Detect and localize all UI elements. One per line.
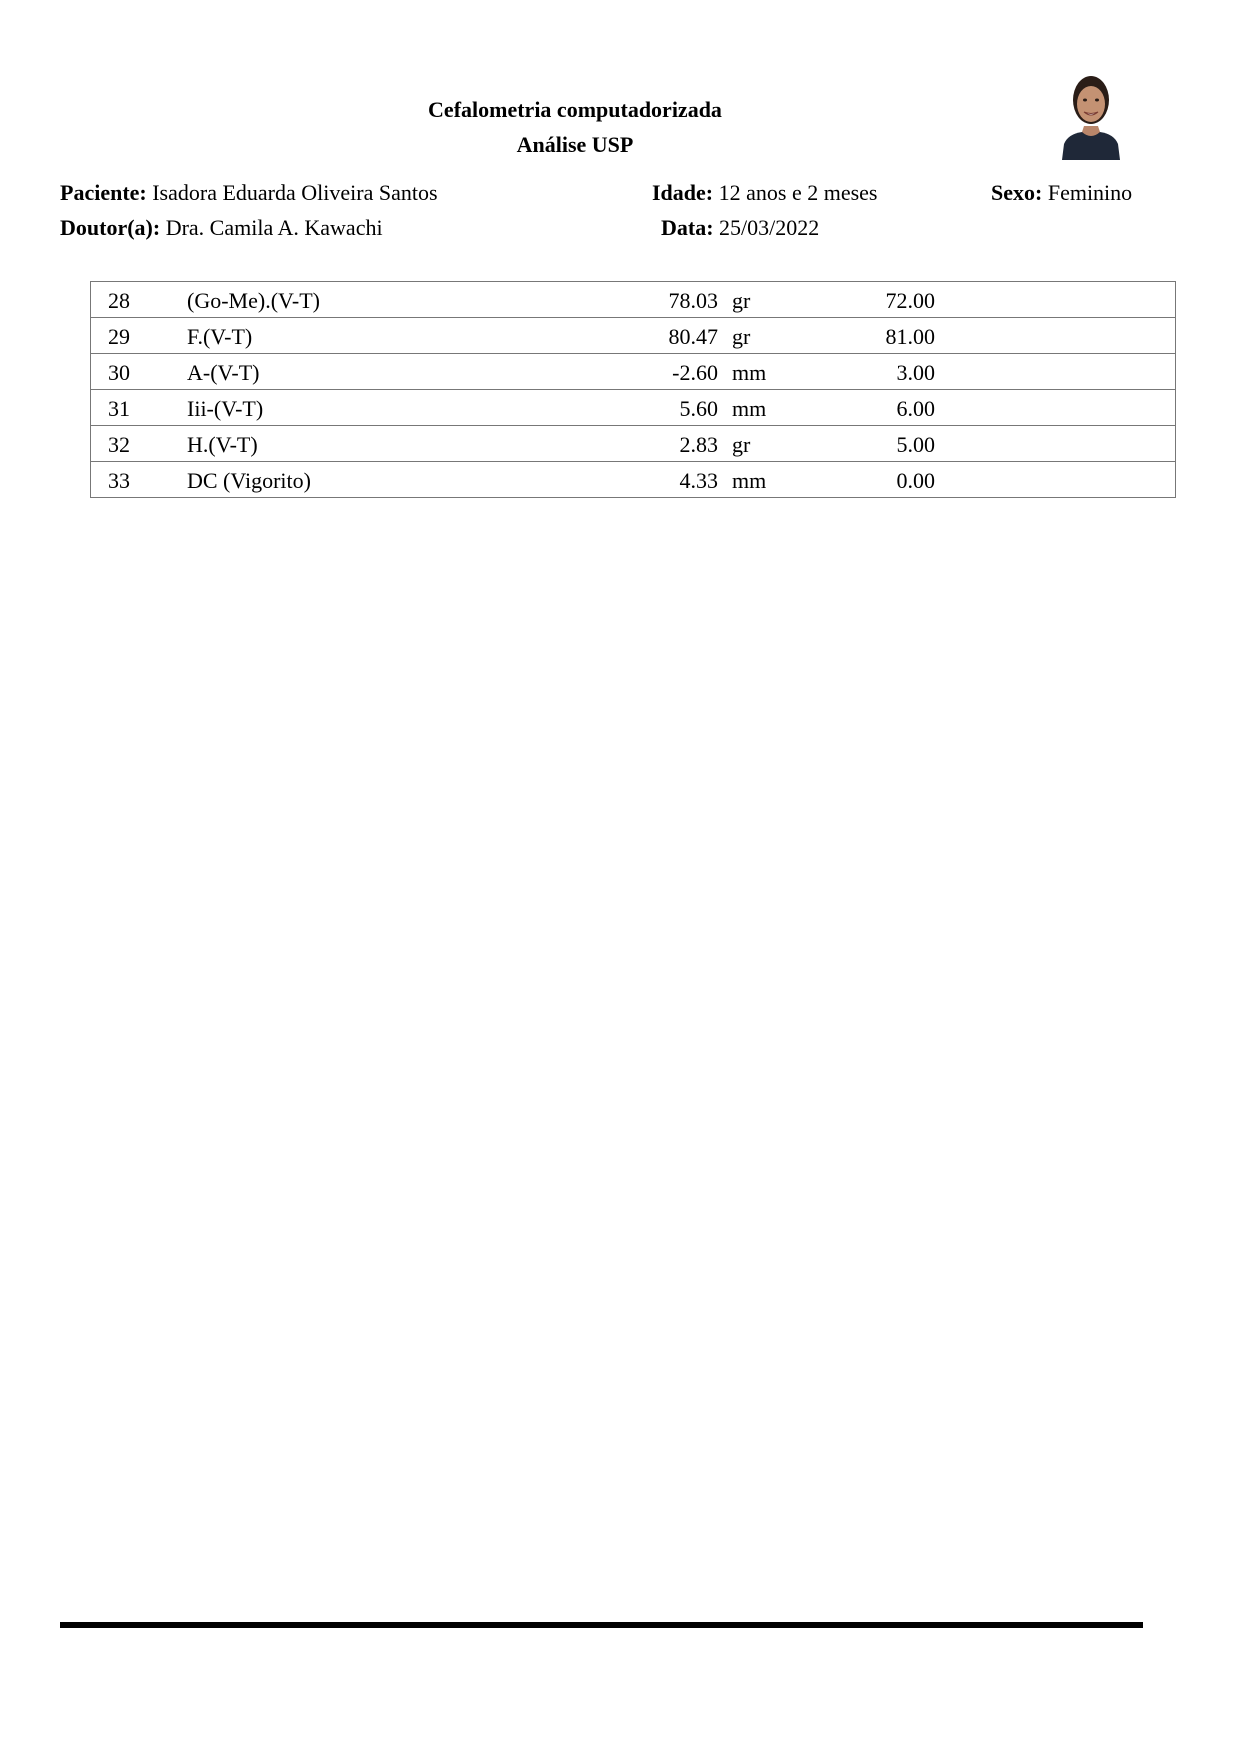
row-number: 30 bbox=[108, 360, 130, 385]
measurement-name: A-(V-T) bbox=[187, 360, 260, 385]
measurement-name: Iii-(V-T) bbox=[187, 396, 264, 421]
report-subtitle: Análise USP bbox=[516, 132, 634, 157]
measurement-value: 2.83 bbox=[679, 432, 718, 457]
measurement-norm: 3.00 bbox=[896, 360, 935, 385]
sex-field bbox=[991, 180, 1132, 206]
table-row bbox=[91, 461, 1175, 497]
age-field bbox=[652, 180, 877, 206]
measurement-norm: 5.00 bbox=[896, 432, 935, 457]
measurement-value: -2.60 bbox=[672, 360, 718, 385]
row-number: 29 bbox=[108, 324, 130, 349]
measurement-norm: 81.00 bbox=[885, 324, 935, 349]
table-row bbox=[91, 389, 1175, 425]
measurement-name: DC (Vigorito) bbox=[187, 468, 311, 493]
row-number: 32 bbox=[108, 432, 130, 457]
table-row bbox=[91, 425, 1175, 461]
measurement-name: F.(V-T) bbox=[187, 324, 253, 349]
age-value: 12 anos e 2 meses bbox=[718, 180, 878, 205]
doctor-value: Dra. Camila A. Kawachi bbox=[165, 215, 383, 240]
measurement-norm: 72.00 bbox=[885, 288, 935, 313]
measurement-value: 4.33 bbox=[679, 468, 718, 493]
table-row bbox=[91, 282, 1175, 317]
row-number: 33 bbox=[108, 468, 130, 493]
footer-divider bbox=[60, 1622, 1143, 1628]
doctor-label: Doutor(a): bbox=[60, 215, 161, 240]
sex-value: Feminino bbox=[1047, 180, 1133, 205]
date-field bbox=[661, 215, 819, 241]
measurement-unit: mm bbox=[732, 468, 767, 493]
measurement-name: H.(V-T) bbox=[187, 432, 258, 457]
measurement-norm: 6.00 bbox=[896, 396, 935, 421]
date-label: Data: bbox=[661, 215, 714, 240]
measurement-value: 5.60 bbox=[679, 396, 718, 421]
table-row bbox=[91, 317, 1175, 353]
row-number: 31 bbox=[108, 396, 130, 421]
measurement-norm: 0.00 bbox=[896, 468, 935, 493]
doctor-field bbox=[60, 215, 383, 241]
measurement-unit: gr bbox=[732, 288, 751, 313]
measurement-unit: gr bbox=[732, 324, 751, 349]
table-row bbox=[91, 353, 1175, 389]
measurement-name: (Go-Me).(V-T) bbox=[187, 288, 320, 313]
sex-label: Sexo: bbox=[991, 180, 1043, 205]
measurement-unit: gr bbox=[732, 432, 751, 457]
measurement-unit: mm bbox=[732, 396, 767, 421]
measurement-unit: mm bbox=[732, 360, 767, 385]
age-label: Idade: bbox=[652, 180, 714, 205]
report-title: Cefalometria computadorizada bbox=[428, 97, 722, 122]
patient-name-field bbox=[60, 180, 438, 206]
measurement-value: 80.47 bbox=[668, 324, 718, 349]
patient-name-value: Isadora Eduarda Oliveira Santos bbox=[152, 180, 438, 205]
date-value: 25/03/2022 bbox=[719, 215, 820, 240]
row-number: 28 bbox=[108, 288, 130, 313]
patient-name-label: Paciente: bbox=[60, 180, 147, 205]
measurements-table bbox=[90, 281, 1176, 498]
patient-photo bbox=[1054, 64, 1128, 160]
measurement-value: 78.03 bbox=[668, 288, 718, 313]
